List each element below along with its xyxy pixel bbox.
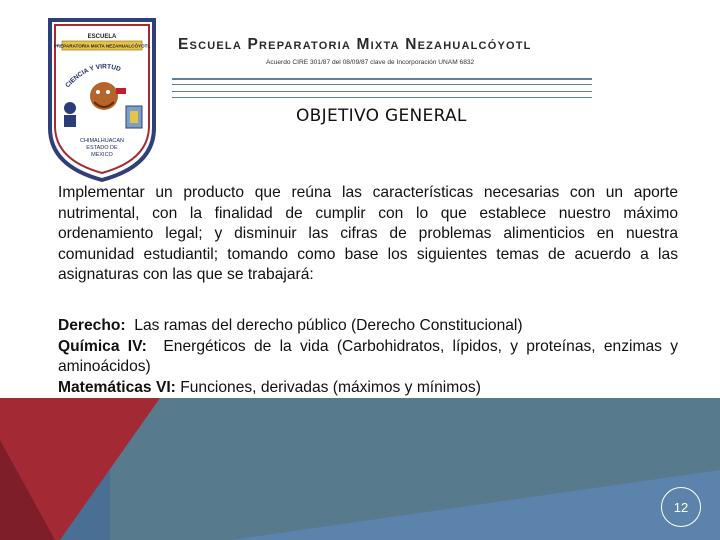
subject-name: Química IV: — [58, 337, 147, 355]
svg-text:ESTADO DE: ESTADO DE — [86, 145, 118, 151]
svg-text:CHIMALHUACAN: CHIMALHUACAN — [79, 138, 125, 144]
objective-paragraph: Implementar un producto que reúna las características necesarias con un aporte nutrimental, con la finalidad de cumplir con lo que establece nuestro máximo ordenamiento legal; y disminuir las cifras de problemas alimenticios en nuestra comunidad estudiantil; tomando como base los siguientes temas de acuerdo a las asignaturas con las que se trabajará: — [58, 184, 678, 283]
section-title: OBJETIVO GENERAL — [296, 106, 467, 126]
subjects-list — [58, 316, 678, 398]
page-number: 12 — [661, 487, 701, 527]
svg-text:PREPARATORIA MIXTA NEZAHUALCÓY: PREPARATORIA MIXTA NEZAHUALCÓYOTL — [53, 43, 151, 49]
subject-name: Matemáticas VI: — [58, 378, 176, 396]
header-rule-1 — [172, 78, 592, 80]
school-name: Escuela Preparatoria Mixta Nezahualcóyotl — [178, 36, 532, 53]
subject-item — [58, 337, 678, 378]
header-rule-3 — [172, 91, 592, 92]
svg-text:MEXICO: MEXICO — [91, 152, 113, 158]
subject-item — [58, 378, 678, 399]
subject-topic: Las ramas del derecho público (Derecho Constitucional) — [134, 317, 523, 334]
school-subtitle: Acuerdo CIRE 301/87 del 08/09/87 clave de Incorporación UNAM 6832 — [266, 59, 475, 66]
school-crest-logo — [46, 16, 158, 184]
header-rule-4 — [172, 97, 592, 98]
subject-topic: Funciones, derivadas (máximos y mínimos) — [180, 378, 481, 396]
svg-text:ESCUELA: ESCUELA — [87, 34, 117, 40]
subject-item — [58, 316, 678, 337]
subject-name: Derecho: — [58, 317, 126, 334]
header-rule-2 — [172, 84, 592, 85]
subject-topic: Energéticos de la vida (Carbohidratos, lípidos, y proteínas, enzimas y aminoácidos) — [58, 337, 678, 375]
svg-text:CIENCIA Y VIRTUD: CIENCIA Y VIRTUD — [64, 63, 122, 90]
